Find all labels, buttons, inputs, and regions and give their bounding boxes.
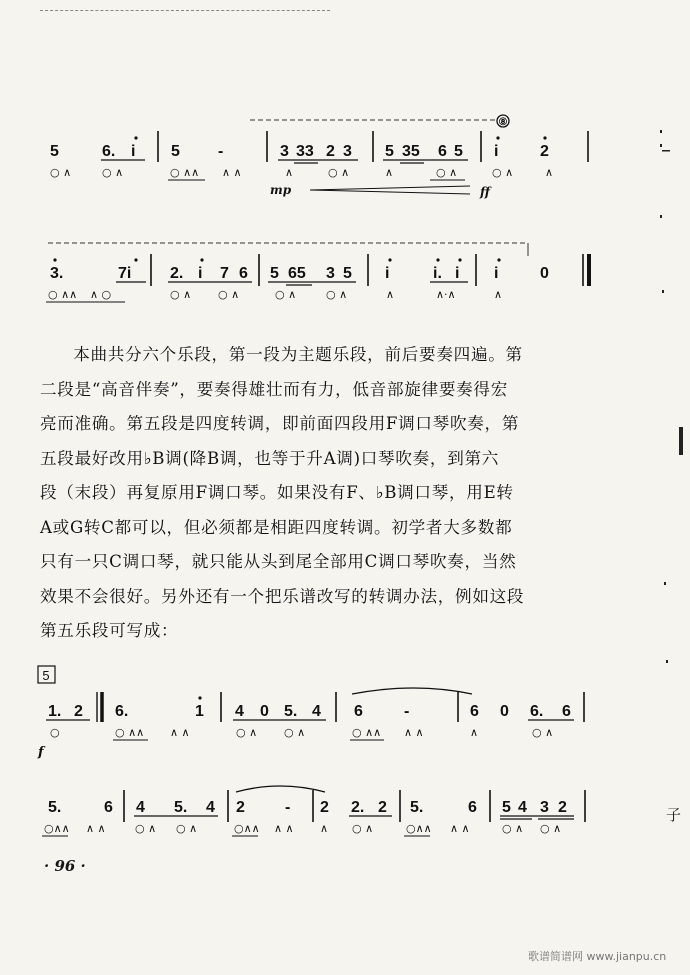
score-symbol: ○ ∧	[135, 822, 157, 835]
score-symbol: ∧ ∧	[274, 822, 294, 835]
system-1	[50, 115, 588, 199]
page-number: · 96 ·	[44, 857, 86, 875]
score-symbol: 2	[236, 799, 245, 816]
score-symbol: 6	[239, 265, 248, 282]
dynamic-mp: mp	[270, 183, 292, 197]
score-symbol: 6	[470, 703, 479, 720]
score-symbol: 65	[288, 265, 306, 282]
note: -	[218, 143, 224, 160]
score-symbol: 3	[326, 265, 335, 282]
score-symbol: 2	[320, 799, 329, 816]
score-symbol: 4	[206, 799, 215, 816]
note: 35	[402, 143, 420, 160]
score-symbol: 2.	[170, 265, 184, 282]
score-symbol: ∧	[285, 166, 294, 179]
para-line: 本曲共分六个乐段，第一段为主题乐段，前后要奏四遍。第	[73, 345, 523, 364]
score-symbol: ○∧∧	[234, 822, 260, 835]
score-symbol: i	[494, 265, 499, 282]
score-symbol: i	[455, 265, 460, 282]
score-symbol: 5	[343, 265, 352, 282]
note: 6	[438, 143, 447, 160]
score-symbol: 3.	[50, 265, 64, 282]
score-symbol: ∧	[545, 166, 554, 179]
note: i	[131, 143, 136, 160]
para-line: 二段是“高音伴奏”，要奏得雄壮而有力，低音部旋律要奏得宏	[40, 379, 509, 399]
score-symbol: -	[285, 799, 291, 816]
note: 3	[280, 143, 289, 160]
score-symbol: ∧·∧	[436, 288, 456, 301]
score-symbol: 6.	[115, 703, 129, 720]
margin-marks	[660, 130, 683, 663]
score-symbol: 0	[500, 703, 509, 720]
score-symbol: ∧	[386, 288, 395, 301]
score-symbol: ○ ∧	[328, 166, 350, 179]
score-symbol: 5.	[48, 799, 62, 816]
para-line: 效果不会很好。另外还有一个把乐谱改写的转调办法，例如这段	[40, 586, 525, 606]
score-symbol: ○ ∧	[326, 288, 348, 301]
score-symbol: ○ ∧	[436, 166, 458, 179]
system-2	[46, 243, 589, 302]
score-symbol: i	[198, 265, 203, 282]
score-symbol: ○ ∧	[102, 166, 124, 179]
score-symbol: 4	[312, 703, 321, 720]
score-symbol: ○ ∧∧	[48, 288, 78, 301]
score-symbol: ∧ ∧	[86, 822, 106, 835]
score-symbol: ○ ∧	[176, 822, 198, 835]
score-symbol: ○ ∧	[352, 822, 374, 835]
note: 5	[385, 143, 394, 160]
score-symbol: ∧ ∧	[222, 166, 242, 179]
score-symbol: 1	[195, 703, 204, 720]
note: 6.	[102, 143, 116, 160]
score-symbol: ○ ∧	[236, 726, 258, 739]
dynamic-f: f	[38, 745, 44, 760]
score-symbol: 4	[235, 703, 244, 720]
note: i	[494, 143, 499, 160]
score-symbol: ○ ∧	[492, 166, 514, 179]
score-symbol: 3	[540, 799, 549, 816]
margin-note: 子	[666, 806, 682, 824]
score-symbol: ○ ∧	[502, 822, 524, 835]
score-symbol: 5.	[174, 799, 188, 816]
score-symbol: 2	[558, 799, 567, 816]
dynamic-ff: ff	[480, 185, 490, 199]
score-symbol: 6	[468, 799, 477, 816]
body-paragraph	[40, 338, 608, 649]
score-symbol: ○ ∧∧	[352, 726, 382, 739]
score-symbol: ∧ ∧	[450, 822, 470, 835]
note: 5	[454, 143, 463, 160]
para-line: A或G转C都可以，但必须都是相距四度转调。初学者大多数都	[40, 517, 513, 537]
score-symbol: 2.	[351, 799, 365, 816]
score-symbol: i.	[433, 265, 442, 282]
note: 2	[540, 143, 549, 160]
score-symbol: 2	[74, 703, 83, 720]
system-3	[37, 688, 584, 760]
score-symbol: ∧ ○	[90, 288, 112, 301]
score-symbol: 4	[136, 799, 145, 816]
para-line: 亮而准确。第五段是四度转调，即前面四段用F调口琴吹奏，第	[40, 414, 520, 433]
score-symbol: 0	[260, 703, 269, 720]
note: 3	[343, 143, 352, 160]
score-symbol: i	[385, 265, 390, 282]
score-symbol: ○ ∧	[218, 288, 240, 301]
score-symbol: ○ ∧	[540, 822, 562, 835]
score-symbol: 1.	[48, 703, 62, 720]
score-symbol: 0	[540, 265, 549, 282]
note: 5	[171, 143, 180, 160]
score-symbol: 6.	[530, 703, 544, 720]
para-line: 段（末段）再复原用F调口琴。如果没有F、♭B调口琴，用E转	[40, 483, 514, 502]
score-symbol: 4	[518, 799, 527, 816]
note: 5	[50, 143, 59, 160]
score-symbol: 5.	[410, 799, 424, 816]
score-symbol: 7	[220, 265, 229, 282]
score-symbol: 6	[104, 799, 113, 816]
score-symbol: ○ ∧∧	[115, 726, 145, 739]
score-symbol: 2	[378, 799, 387, 816]
score-symbol: 5	[270, 265, 279, 282]
score-symbol: ∧ ∧	[404, 726, 424, 739]
para-line: 五段最好改用♭B调(降B调，也等于升A调)口琴吹奏，到第六	[40, 448, 500, 468]
score-symbol: 5	[502, 799, 511, 816]
score-symbol: ∧	[494, 288, 503, 301]
score-symbol: ○	[50, 726, 60, 739]
score-symbol: ○ ∧∧	[170, 166, 200, 179]
section-label: 5	[42, 668, 50, 683]
score-symbol: 6	[354, 703, 363, 720]
system-4	[42, 786, 585, 836]
note: 2	[326, 143, 335, 160]
score-symbol: 5.	[284, 703, 298, 720]
score-symbol: 7i	[118, 265, 132, 282]
score-symbol: ○∧∧	[406, 822, 432, 835]
score-symbol: ○∧∧	[44, 822, 70, 835]
score-symbol: -	[404, 703, 410, 720]
score-symbol: ○ ∧	[50, 166, 72, 179]
score-symbol: ∧	[470, 726, 479, 739]
score-symbol: ○ ∧	[532, 726, 554, 739]
score-symbol: ∧	[320, 822, 329, 835]
note: 33	[296, 143, 314, 160]
score-symbol: ∧ ∧	[170, 726, 190, 739]
rehearsal-mark: ⑧	[498, 117, 508, 128]
score-symbol: ○ ∧	[170, 288, 192, 301]
score-symbol: ○ ∧	[284, 726, 306, 739]
score-symbol: 6	[562, 703, 571, 720]
score-symbol: ∧	[385, 166, 394, 179]
para-line: 只有一只C调口琴，就只能从头到尾全部用C调口琴吹奏，当然	[40, 552, 517, 571]
watermark: 歌谱简谱网 www.jianpu.cn	[528, 950, 667, 963]
score-symbol: ○ ∧	[275, 288, 297, 301]
para-line: 第五乐段可写成：	[40, 621, 179, 640]
